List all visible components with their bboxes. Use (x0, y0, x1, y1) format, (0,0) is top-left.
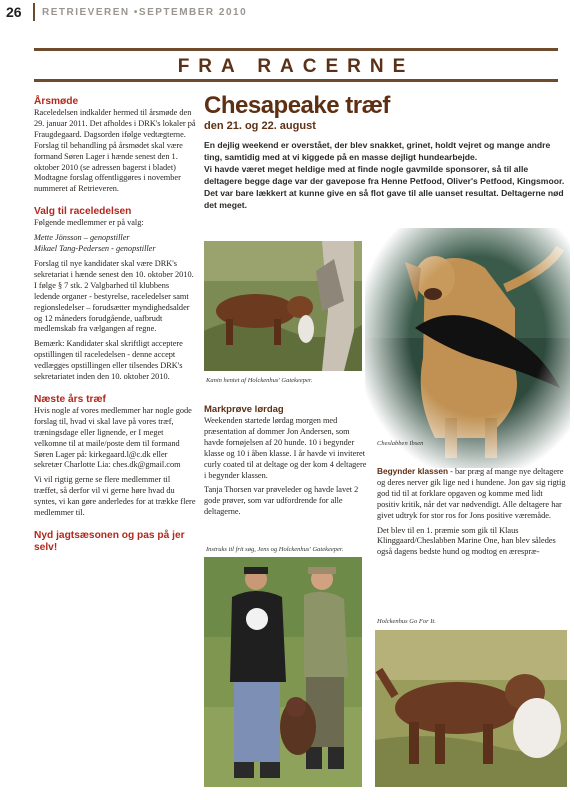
article-title: Chesapeake træf (204, 92, 390, 119)
begynder-lead: Begynder klassen (377, 466, 449, 476)
aarsmoede-heading: Årsmøde (34, 96, 79, 107)
valg-heading: Valg til raceledelsen (34, 206, 132, 218)
caption-photo-3: Instruks til frit søg, Jens og Holckenhus' Gatekeeper. (206, 546, 344, 553)
begynder-text-2: Det blev til en 1. præmie som gik til Klaus Klinggaard/Cheslabben Marine One, han blev således også dagens bedste hund og modtog en ærespræ- (377, 525, 556, 557)
markproeve-heading: Markprøve lørdag (204, 404, 284, 415)
naeste-text: Hvis nogle af vores medlemmer har nogle gode forslag til, hvad vi skal lave på vores træf, træningsdage eller lignende, er I meget velkomne til at maile/poste dem til formand Søren Lager på: kirkegaard.l@c.dk eller sekretær Charlotte Lia: ches.dk@gmail.com (34, 405, 192, 470)
magazine-name: RETRIEVEREN •SEPTEMBER 2010 (42, 7, 248, 18)
article-date: den 21. og 22. august (204, 120, 316, 132)
caption-photo-1: Kanin hentet af Holckenhus' Gatekeeper. (206, 377, 313, 384)
markproeve-text: Weekenden startede lørdag morgen med præsentation af dommer Jon Andersen, som havde fornøjelsen af 20 hunde. 10 i begynder klasse og 10 i åben klasse. I år havde vi inviteret curly coated til at deltage og der kom 4 deltagere i begynder klassen. (204, 416, 367, 480)
markproeve-text-2: Tanja Thorsen var prøveleder og havde lavet 2 gode prøver, som var udfordrende for alle deltagerne. (204, 485, 359, 517)
photo-dog-bird (365, 228, 570, 468)
photo-dog-rabbit (204, 241, 362, 371)
caption-photo-4: Holckenhus Go For It. (377, 618, 436, 625)
article-intro-2: Vi havde været meget heldige med at finde nogle gavmilde sponsorer, så til alle deltagere begge dage var der gavepose fra Henne Petfood, Oliver's Petfood, Kingsmoor. Det var bare lækkert at kunne give en så flot gave til alle uanset resultat. Deltagerne nød det meget. (204, 164, 565, 210)
caption-photo-2: Cheslabben Ibsen (377, 440, 424, 447)
naeste-heading: Næste års træf (34, 393, 106, 405)
candidate-2: Mikael Tang-Pedersen - genopstiller (34, 244, 156, 254)
aarsmoede-text: Raceledelsen indkalder hermed til årsmøde den 29. januar 2011. Det afholdes i DRK's lokaler på Fraugdegaard. Dagsorden ifølge vedtægterne. Forslag til behandling på årsmødet skal være formand Søren Lager i hænde senest den 1. oktober 2010 (se adressen bagerst i bladet) Modtagne forslag offentliggøres i november nummeret af Retrieveren. (34, 108, 196, 194)
begynder-text (377, 466, 567, 522)
closing-line: Nyd jagtsæsonen og pas på jer selv! (34, 530, 185, 553)
header-divider (33, 3, 35, 21)
begynder-section (377, 466, 567, 562)
naeste-text-2: Vi vil rigtig gerne se flere medlemmer til træffet, så derfor vil vi gerne høre hvad du syntes, vi kan gøre anderledes for at trække flere medlemmer til. (34, 475, 196, 518)
left-column (34, 96, 196, 554)
begynder-body: - bar præg af mange nye deltagere og deres nerver gik lige ned i hundene. Jon gav sig rigtig god tid til at forklare opgaven og komme med lidt positiv kritik, når det var nødvendigt. Alle deltagere har givet udtryk for stor ros for Jons positive væremåde. (377, 467, 566, 520)
section-title: FRA RACERNE (177, 56, 415, 77)
valg-note: Bemærk: Kandidater skal skriftligt acceptere opstillingen til raceledelsen - denne accept vedlægges opstillingen eller tilsendes DRK's sekretariatet inden den 10. oktober 2010. (34, 339, 183, 382)
photo-go-for-it (375, 630, 567, 787)
markproeve-section (204, 404, 370, 522)
section-rule-top (34, 48, 558, 51)
page-number: 26 (6, 4, 22, 20)
article-intro-1: En dejlig weekend er overstået, der blev snakket, grinet, holdt vejret og mange andre ting, samtidig med at vi kiggede på en masse dejligt hundearbejde. (204, 140, 551, 162)
valg-intro: Følgende medlemmer er på valg: (34, 218, 144, 228)
section-rule-bottom (34, 79, 558, 82)
photo-instruction (204, 557, 362, 787)
article-intro (204, 139, 566, 211)
candidate-1: Mette Jönsson – genopstiller (34, 233, 130, 243)
page-header (0, 0, 574, 24)
valg-text: Forslag til nye kandidater skal være DRK's sekretariat i hænde senest den 10. oktober 2010. I følge § 7 stk. 2 Valgbarhed til klubbens ledende organer - bestyrelse, raceledelser samt regionsledelser – forudsætter myndighedsalder og 12 måneders forudgående, uafbrudt medlemskab fra vælgangen af regne. (34, 258, 194, 334)
